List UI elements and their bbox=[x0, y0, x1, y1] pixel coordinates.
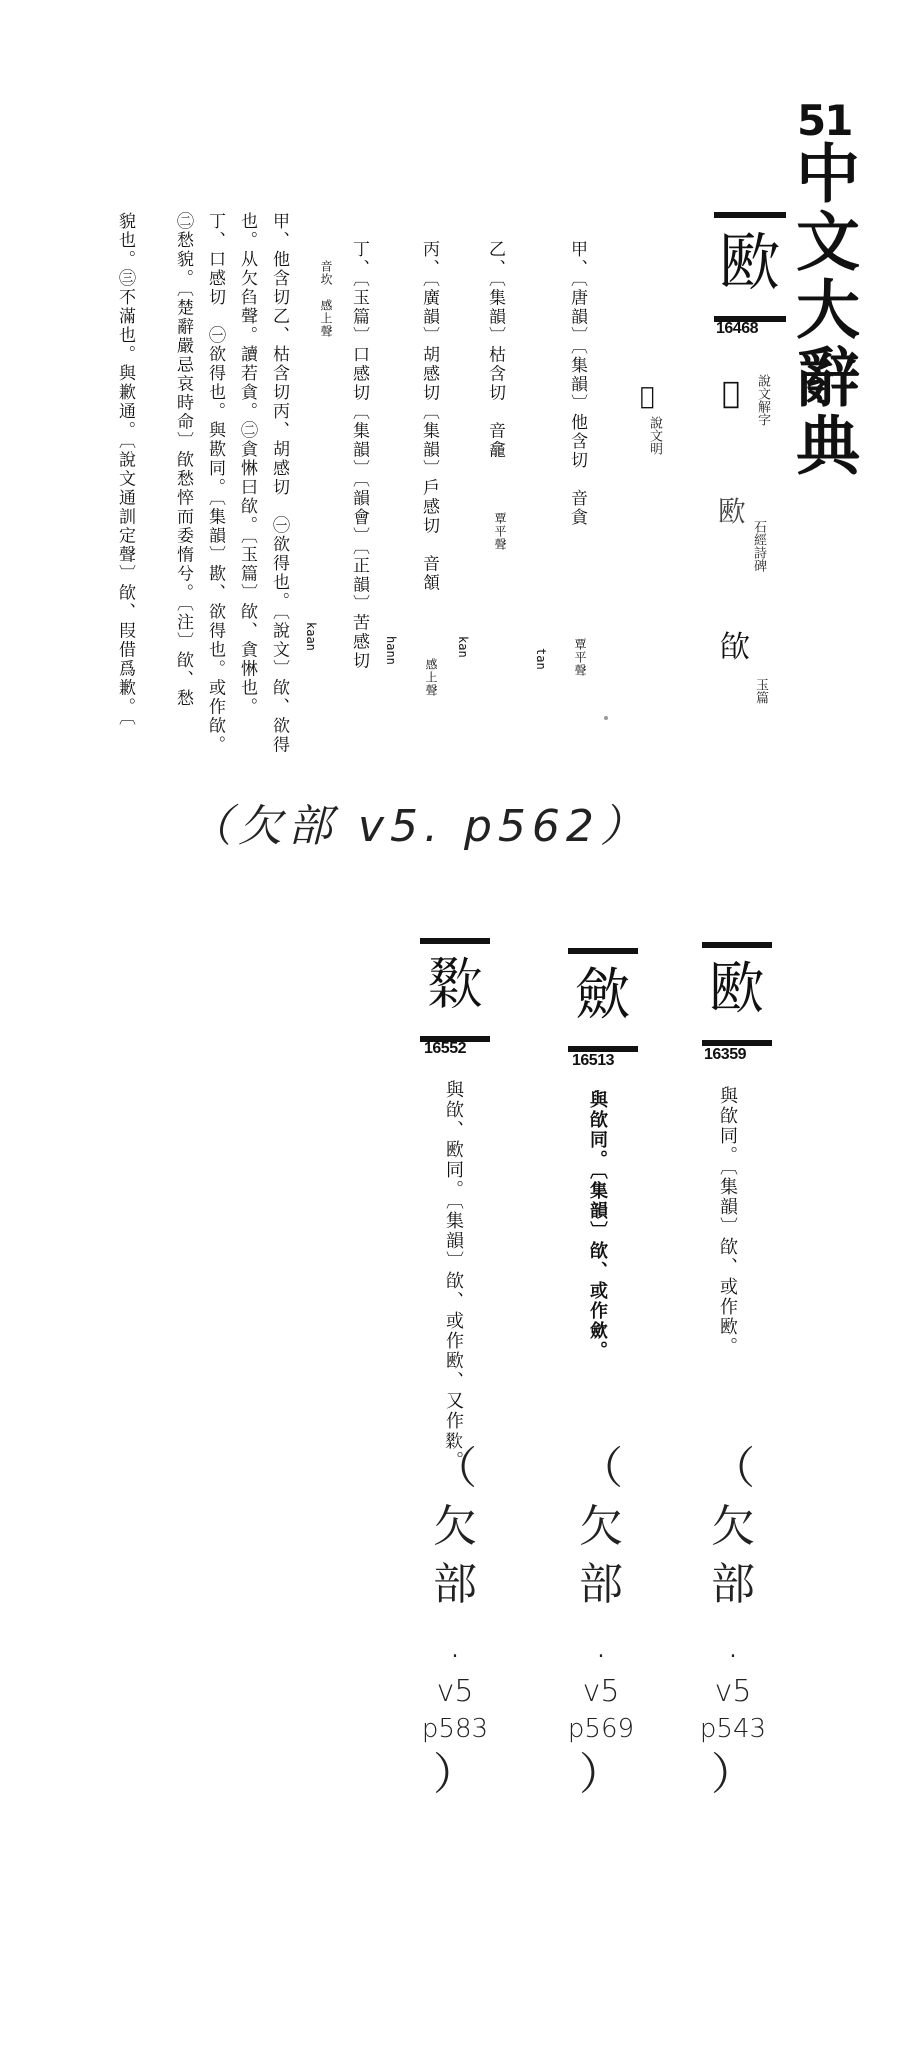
note-16359-close-paren: ） bbox=[711, 1749, 755, 1801]
definition-line-5: 貌也。㊂不滿也。與歉通。〔說文通訓定聲〕欿、叚借爲歉。〔 bbox=[115, 212, 135, 727]
reading-jia-roman: tan bbox=[534, 648, 548, 670]
note-16359-page: p543 bbox=[699, 1713, 767, 1744]
note-16513-open-paren: （ bbox=[579, 1443, 623, 1494]
dictionary-title: 中文大辭典 bbox=[785, 140, 859, 480]
reading-bing-roman: hann bbox=[384, 636, 398, 665]
reading-bing: 丙、〔廣韻〕胡感切〔集韻〕戶感切 音頷 bbox=[419, 240, 439, 593]
note-16513-bu: 部 bbox=[579, 1559, 623, 1611]
entry-16552-headword-box bbox=[420, 938, 490, 1042]
reading-jia: 甲、〔唐韻〕〔集韻〕他含切 音貪 bbox=[567, 240, 587, 527]
reading-ding-roman: kaan bbox=[304, 622, 318, 651]
reading-yi: 乙、〔集韻〕枯含切 音龕 bbox=[485, 240, 505, 460]
entry-16359-headword-box bbox=[702, 942, 772, 1046]
entry-16513-definition: 與欿同。〔集韻〕欿、或作歛。 bbox=[587, 1090, 608, 1361]
note-16552-radical: 欠 bbox=[433, 1501, 477, 1553]
reading-ding-pron: 音坎 感上聲 bbox=[319, 260, 333, 338]
main-entry-number: 16468 bbox=[716, 320, 758, 337]
main-headword-box bbox=[714, 212, 786, 322]
entry-16513-headword-box bbox=[568, 948, 638, 1052]
note-16552-volume: v5 bbox=[436, 1674, 474, 1710]
note-16513-dot: . bbox=[594, 1617, 608, 1669]
variant-label-1: 說文解字 bbox=[755, 374, 770, 426]
note-16359-open-paren: （ bbox=[711, 1443, 755, 1494]
scan-speck bbox=[604, 716, 608, 720]
variant-glyph-1: 𣢵 bbox=[722, 376, 741, 411]
note-16359-volume: v5 bbox=[714, 1674, 752, 1710]
entry-16513-headword: 歛 bbox=[575, 963, 631, 1028]
variant-label-4: 說文明 bbox=[647, 416, 662, 455]
entry-16359-definition: 與欿同。〔集韻〕欿、或作㰼。 bbox=[717, 1086, 738, 1357]
entry-16552-number: 16552 bbox=[424, 1040, 466, 1057]
entry-16359-number: 16359 bbox=[704, 1046, 746, 1063]
reading-jia-pron: 覃平聲 bbox=[573, 638, 587, 677]
note-16359-bu: 部 bbox=[711, 1559, 755, 1611]
definition-line-4: ㊁愁貌。〔楚辭嚴忌哀時命〕欿愁悴而委惰兮。〔注〕欿、愁 bbox=[173, 212, 193, 708]
note-16552-bu: 部 bbox=[433, 1559, 477, 1611]
definition-line-2: 也。从欠臽聲。讀若貪。㊁貪惏曰欿。〔玉篇〕欿、貪惏也。 bbox=[237, 212, 257, 717]
reading-yi-roman: kan bbox=[456, 636, 470, 658]
definition-line-3: 丁、口感切 ㊀欲得也。與歁同。〔集韻〕歁、欲得也。或作欿。 bbox=[205, 212, 225, 755]
note-16513-close-paren: ） bbox=[579, 1749, 623, 1801]
note-16552-open-paren: （ bbox=[433, 1443, 477, 1494]
entry-16513-number: 16513 bbox=[572, 1052, 614, 1069]
variant-label-3: 玉篇 bbox=[753, 678, 768, 704]
handwritten-note-16552 bbox=[420, 1440, 490, 1804]
handwritten-note-main: （欠部 v5. p562） bbox=[188, 801, 650, 852]
note-16359-radical: 欠 bbox=[711, 1501, 755, 1553]
handwritten-note-16513 bbox=[566, 1440, 636, 1804]
page-number: 51 bbox=[797, 96, 852, 145]
note-16513-page: p569 bbox=[567, 1713, 635, 1744]
note-16513-radical: 欠 bbox=[579, 1501, 623, 1553]
entry-16359-headword: 㰼 bbox=[709, 957, 765, 1022]
main-headword: 㰼 bbox=[718, 226, 781, 299]
note-16552-close-paren: ） bbox=[433, 1749, 477, 1801]
reading-bing-pron: 感上聲 bbox=[424, 658, 438, 697]
definition-line-1: 甲、他含切乙、枯含切丙、胡感切 ㊀欲得也。〔說文〕欿、欲得 bbox=[269, 212, 289, 755]
note-16552-dot: . bbox=[448, 1617, 462, 1669]
variant-glyph-2: 㰼 bbox=[718, 495, 747, 528]
handwritten-note-16359 bbox=[698, 1440, 768, 1804]
variant-label-2: 石經詩碑 bbox=[751, 520, 766, 572]
variant-glyph-3: 欿 bbox=[720, 630, 750, 665]
variant-glyph-4: 𣢵 bbox=[640, 382, 655, 410]
reading-yi-pron: 覃平聲 bbox=[493, 512, 507, 551]
note-16513-volume: v5 bbox=[582, 1674, 620, 1710]
entry-16552-definition: 與欿、㰼同。〔集韻〕欿、或作㰼、又作𣤜。 bbox=[443, 1080, 464, 1471]
note-16552-page: p583 bbox=[421, 1713, 489, 1744]
reading-ding: 丁、〔玉篇〕口感切〔集韻〕〔韻會〕〔正韻〕苦感切 bbox=[349, 240, 369, 671]
entry-16552-headword: 𣤜 bbox=[427, 953, 483, 1018]
note-16359-dot: . bbox=[726, 1617, 740, 1669]
